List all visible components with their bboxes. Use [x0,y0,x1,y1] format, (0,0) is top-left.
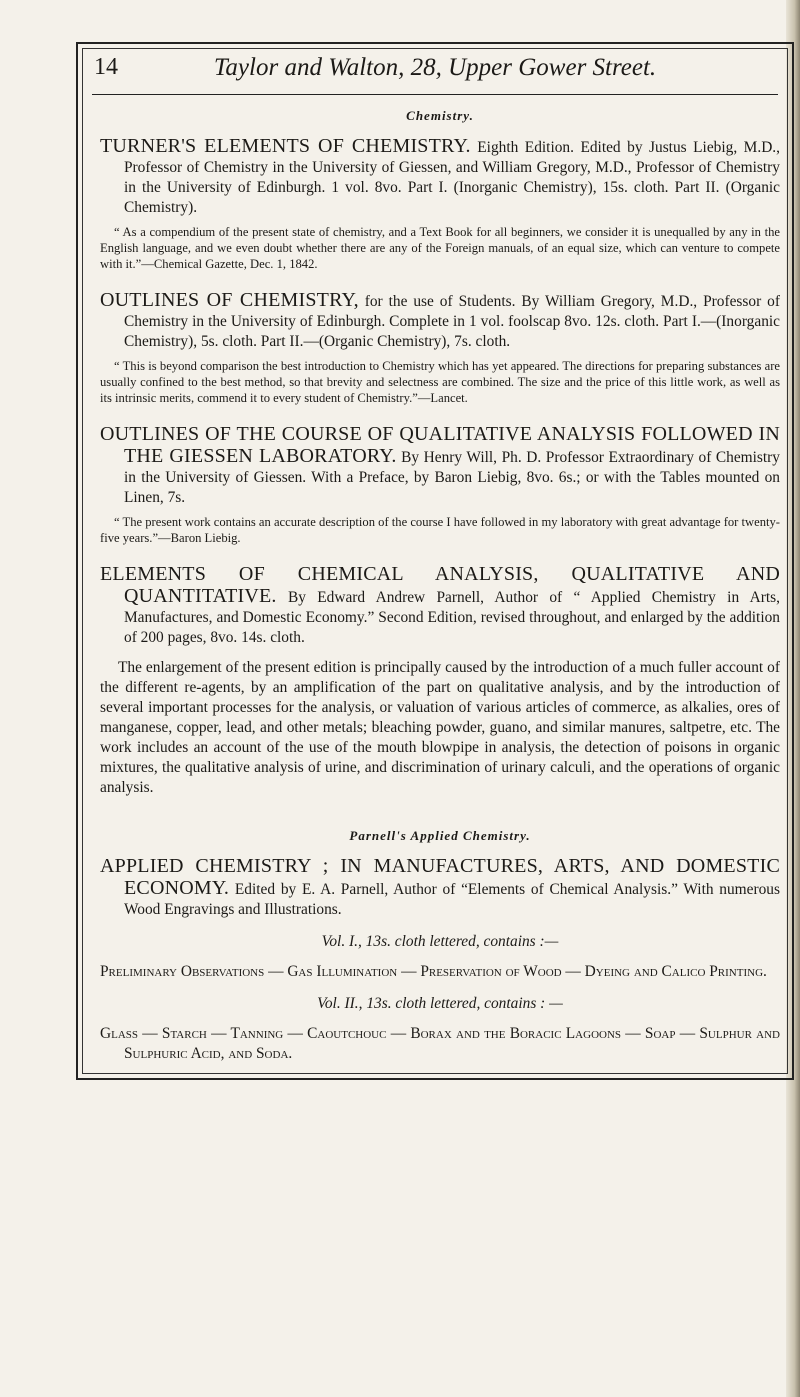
page-frame [76,42,794,1080]
entry-description: Edited by E. A. Parnell, Author of “Elements of Chemical Analysis.” With numerous Wood Engravings and Illustrations. [124,881,780,918]
entry-title: ELEMENTS OF CHEMICAL ANALYSIS, QUALITATIVE AND QUANTITATIVE. [100,563,780,607]
running-title: Taylor and Walton, 28, Upper Gower Street. [213,54,657,81]
page-content [100,102,780,1082]
section-heading-chemistry: Chemistry. [406,108,474,123]
review-quote: “ This is beyond comparison the best introduction to Chemistry which has yet appeared. The directions for preparing substances are usually confined to the best method, so that brevity and selectness are combined. The size and the price of this little work, as well as its intrinsic merits, commend it to every student of Chemistry.”—Lancet. [100,359,780,405]
volume-1-contents: Preliminary Observations — Gas Illumination — Preservation of Wood — Dyeing and Calico Printing. [100,963,767,980]
section-heading-parnell: Parnell's Applied Chemistry. [349,828,531,843]
entry-qualitative-analysis [100,424,780,546]
entry-text [100,289,780,352]
entry-text [100,563,780,648]
entry-applied-chemistry [100,856,780,1064]
entry-title: OUTLINES OF CHEMISTRY, [100,289,359,311]
review-quote: “ As a compendium of the present state of chemistry, and a Text Book for all beginners, we consider it is unequalled by any in the English language, and we even doubt whether there are any of the Foreign manuals, of an equal size, which can venture to compete with it.”—Chemical Gazette, Dec. 1, 1842. [100,225,780,271]
volume-2-contents: Glass — Starch — Tanning — Caoutchouc — Borax and the Boracic Lagoons — Soap — Sulphur and Sulphuric Acid, and Soda. [100,1025,780,1062]
entry-description: for the use of Students. By William Gregory, M.D., Professor of Chemistry in the University of Edinburgh. Complete in 1 vol. foolscap 8vo. 12s. cloth. Part I.—(Inorganic Chemistry), 5s. cloth. Part II.—(Organic Chemistry), 7s. cloth. [124,293,780,350]
page-header [92,50,778,95]
entry-description: By Henry Will, Ph. D. Professor Extraordinary of Chemistry in the University of Giessen. With a Preface, by Baron Liebig, 8vo. 6s.; or with the Tables mounted on Linen, 7s. [124,449,781,506]
page-number: 14 [94,54,118,80]
entry-chemical-analysis [100,564,780,798]
entry-paragraph: The enlargement of the present edition is principally caused by the introduction of a much fuller account of the different re-agents, by an amplification of the part on qualitative analysis, and by the introduction of several important processes for the analysis, or valuation of various articles of commerce, as alkalies, ores of manganese, copper, lead, and other metals; bleaching powder, guano, and similar manures, saltpetre, etc. The work includes an account of the use of the mouth blowpipe in analysis, the detection of poisons in organic mixtures, the qualitative analysis of urine, and discrimination of urinary calculi, and the operations of organic analysis. [100,659,780,796]
entry-text [100,423,781,508]
review-quote: “ The present work contains an accurate description of the course I have followed in my laboratory with great advantage for twenty-five years.”—Baron Liebig. [100,515,780,545]
entry-text [100,855,780,920]
volume-1-heading: Vol. I., 13s. cloth lettered, contains :— [321,933,559,950]
entry-outlines-chemistry [100,290,780,406]
entry-title: OUTLINES OF THE COURSE OF QUALITATIVE ANALYSIS FOLLOWED IN THE GIESSEN LABORATORY. [100,423,780,467]
entry-title: APPLIED CHEMISTRY ; IN MANUFACTURES, ARTS, AND DOMESTIC ECONOMY. [100,855,780,899]
entry-description: By Edward Andrew Parnell, Author of “ Applied Chemistry in Arts, Manufactures, and Domestic Economy.” Second Edition, revised throughout, and enlarged by the addition of 200 pages, 8vo. 14s. cloth. [124,589,780,646]
entry-text [100,135,781,218]
entry-description: Eighth Edition. Edited by Justus Liebig, M.D., Professor of Chemistry in the University of Giessen, and William Gregory, M.D., Professor of Chemistry in the University of Edinburgh. 1 vol. 8vo. Part I. (Inorganic Chemistry), 15s. cloth. Part II. (Organic Chemistry). [124,139,781,216]
entry-title: TURNER'S ELEMENTS OF CHEMISTRY. [100,135,471,157]
volume-2-heading: Vol. II., 13s. cloth lettered, contains : — [317,995,563,1012]
entry-turner-elements [100,136,780,272]
